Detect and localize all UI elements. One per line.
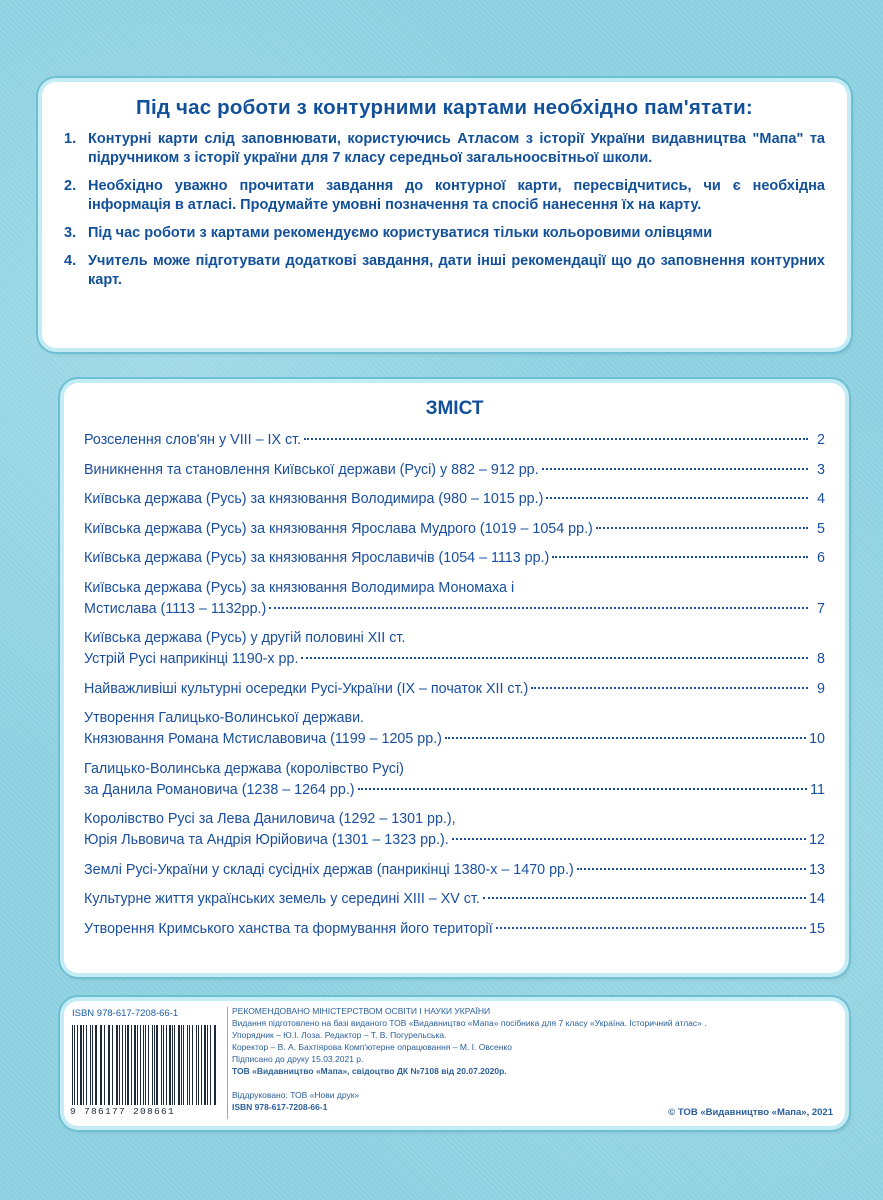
barcode-bar <box>72 1025 73 1105</box>
toc-entry-title: Київська держава (Русь) за князювання Володимира (980 – 1015 рр.) <box>84 491 544 507</box>
imprint-line: ТОВ «Видавництво «Мапа», свідоцтво ДК №7108 від 20.07.2020р. <box>232 1066 507 1076</box>
toc-entry-title: Королівство Русі за Лева Даниловича (1292 – 1301 рр.), <box>84 811 456 827</box>
barcode-bar <box>174 1025 175 1105</box>
barcode-bar <box>90 1025 91 1105</box>
toc-entry-title: Землі Русі-України у складі сусідніх держав (панрикінці 1380-х – 1470 рр.) <box>84 861 574 878</box>
memo-item <box>64 224 825 243</box>
barcode-bar <box>86 1025 87 1105</box>
toc-page-number: 13 <box>809 861 825 878</box>
copyright: © ТОВ «Видавництво «Мапа», 2021 <box>668 1107 833 1118</box>
toc-entry[interactable] <box>84 759 825 801</box>
barcode-bar <box>145 1025 146 1105</box>
toc-page-number: 5 <box>817 520 825 537</box>
toc-entry-title: Київська держава (Русь) за князювання Володимира Мономаха і <box>84 579 515 596</box>
toc-leader-dots <box>546 497 808 499</box>
toc-leader-dots <box>301 657 808 659</box>
memo-list <box>64 130 825 290</box>
barcode-bar <box>154 1025 155 1105</box>
toc-entry[interactable] <box>84 430 825 451</box>
toc-leader-dots <box>358 788 808 790</box>
barcode-bar <box>166 1025 167 1105</box>
toc-page-number: 10 <box>809 731 825 747</box>
memo-panel <box>42 82 847 348</box>
barcode-bar <box>95 1025 97 1105</box>
toc-page-number: 3 <box>817 461 825 478</box>
memo-item-number: 1. <box>64 131 77 147</box>
memo-item-number: 2. <box>64 178 77 194</box>
toc-leader-dots <box>596 527 808 529</box>
barcode-bar <box>83 1025 84 1105</box>
toc-page-number: 15 <box>809 920 825 937</box>
barcode-bar <box>196 1025 197 1105</box>
barcode-bar <box>210 1025 211 1105</box>
barcode-bar <box>201 1025 202 1105</box>
toc-title: ЗМІСТ <box>425 398 484 419</box>
barcode-bar <box>204 1025 206 1105</box>
toc-entry[interactable] <box>84 889 825 910</box>
toc-entry-title: Утворення Кримського ханства та формування його території <box>84 920 493 937</box>
barcode-bar <box>122 1025 123 1105</box>
barcode-bar <box>92 1025 93 1105</box>
toc-page-number: 12 <box>809 832 825 848</box>
barcode-bar <box>152 1025 153 1105</box>
memo-title: Під час роботи з контурними картами необхідно пам'ятати: <box>136 96 753 119</box>
toc-leader-dots <box>483 897 806 899</box>
toc-entry-title: Устрій Русі наприкінці 1190-х рр. <box>84 651 299 667</box>
toc-page-number: 9 <box>817 680 825 697</box>
toc-entry[interactable] <box>84 860 825 881</box>
memo-item-text: Необхідно уважно прочитати завдання до контурної карти, пересвідчитись, чи є необхідна інформація в атласі. Продумайте умовні позначення та спосіб нанесення їх на карту. <box>88 178 825 213</box>
memo-item-text: Учитель може підготувати додаткові завдання, дати інші рекомендації що до заповнення контурних карт. <box>88 253 825 288</box>
barcode-bar <box>104 1025 105 1105</box>
barcode-bar <box>140 1025 141 1105</box>
imprint-line: РЕКОМЕНДОВАНО МІНІСТЕРСТВОМ ОСВІТИ І НАУКИ УКРАЇНИ <box>232 1006 491 1016</box>
toc-leader-dots <box>269 607 808 609</box>
barcode-bar <box>116 1025 118 1105</box>
barcode-bar <box>181 1025 182 1105</box>
toc-entry[interactable] <box>84 919 825 940</box>
barcode-bar <box>192 1025 193 1105</box>
barcode-bar <box>101 1025 102 1105</box>
toc-entry[interactable] <box>84 679 825 700</box>
barcode-bar <box>80 1025 82 1105</box>
toc-entry-title: Юрія Львовича та Андрія Юрійовича (1301 – 1323 рр.). <box>84 832 449 848</box>
barcode-bar <box>119 1025 120 1105</box>
toc-entry-title: Культурне життя українських земель у середині XIII – XV ст. <box>84 891 480 907</box>
barcode-bar <box>143 1025 144 1105</box>
toc-page-number: 2 <box>817 432 825 448</box>
memo-item-text: Контурні карти слід заповнювати, користуючись Атласом з історії України видавництва "Мапа" та підручником з історії україни для 7 класу середньої загальноосвітньої школи. <box>88 131 825 166</box>
imprint-line <box>232 1077 832 1089</box>
barcode-bar <box>198 1025 199 1105</box>
imprint-line: Віддруковано: ТОВ «Нови друк» <box>232 1090 360 1100</box>
barcode-bar <box>215 1025 216 1105</box>
toc-entry-title: Київська держава (Русь) за князювання Ярослава Мудрого (1019 – 1054 рр.) <box>84 520 593 537</box>
imprint-line: ISBN 978-617-7208-66-1 <box>232 1102 328 1112</box>
toc-entry[interactable] <box>84 628 825 670</box>
toc-entry[interactable] <box>84 578 825 620</box>
barcode-bar <box>161 1025 162 1105</box>
barcode-bar <box>137 1025 138 1105</box>
divider <box>227 1007 228 1119</box>
toc-leader-dots <box>542 468 808 470</box>
barcode-bar <box>125 1025 126 1105</box>
imprint-line: Видання підготовлено на базі виданого ТОВ «Видавництво «Мапа» посібника для 7 класу «Україна. Історичний атлас» . <box>232 1018 707 1028</box>
toc-entry-title: Найважливіші культурні осередки Русі-України (IX – початок XII ст.) <box>84 680 529 697</box>
imprint-panel <box>64 1001 845 1126</box>
toc-entry-title: Галицько-Волинська держава (королівство Русі) <box>84 760 404 777</box>
toc-entry[interactable] <box>84 809 825 851</box>
barcode-bar <box>100 1025 101 1105</box>
barcode-bar <box>214 1025 215 1105</box>
barcode-number: 9 786177 208661 <box>70 1106 176 1117</box>
toc-entry-title: Виникнення та становлення Київської держави (Русі) у 882 – 912 рр. <box>84 461 539 478</box>
toc-leader-dots <box>445 737 806 739</box>
barcode-bar <box>178 1025 180 1105</box>
toc-entry[interactable] <box>84 489 825 510</box>
toc-page-number: 7 <box>817 600 825 617</box>
toc-page-number: 4 <box>817 491 825 507</box>
toc-leader-dots <box>577 868 806 870</box>
toc-entry-title: Розселення слов'ян у VIII – IX ст. <box>84 432 302 448</box>
barcode-bar <box>169 1025 170 1105</box>
toc-entry-title: Князювання Романа Мстиславовича (1199 – 1205 рр.) <box>84 731 442 747</box>
memo-item-number: 4. <box>64 253 77 269</box>
barcode-bar <box>112 1025 113 1105</box>
toc-page-number: 14 <box>809 891 825 907</box>
toc-leader-dots <box>531 687 808 689</box>
isbn-label: ISBN 978-617-7208-66-1 <box>72 1008 179 1019</box>
toc-entry-title: за Данила Романовича (1238 – 1264 рр.) <box>84 781 355 798</box>
barcode-bar <box>134 1025 136 1105</box>
barcode-bar <box>74 1025 75 1105</box>
barcode-bar <box>189 1025 190 1105</box>
toc-entry[interactable] <box>84 519 825 540</box>
table-of-contents <box>64 383 845 973</box>
toc-entry-title: Київська держава (Русь) у другій половині XII ст. <box>84 630 406 646</box>
toc-leader-dots <box>496 927 806 929</box>
toc-list <box>84 430 825 940</box>
barcode <box>72 1025 218 1105</box>
imprint-line: Підписано до друку 15.03.2021 р. <box>232 1054 364 1064</box>
barcode-bar <box>108 1025 109 1105</box>
barcode-bar <box>183 1025 184 1105</box>
toc-entry-title: Київська держава (Русь) за князювання Ярославичів (1054 – 1113 рр.) <box>84 550 550 566</box>
imprint-line: Упорядник – Ю.І. Лоза. Редактор – Т. В. Погурельська. <box>232 1030 447 1040</box>
barcode-bar <box>131 1025 132 1105</box>
memo-item-number: 3. <box>64 225 77 241</box>
toc-leader-dots <box>304 438 808 440</box>
toc-page-number: 11 <box>810 781 825 798</box>
memo-item <box>64 130 825 168</box>
toc-leader-dots <box>452 838 806 840</box>
memo-item <box>64 177 825 215</box>
toc-page-number: 6 <box>817 550 825 566</box>
barcode-bar <box>163 1025 164 1105</box>
toc-entry-title: Утворення Галицько-Волинської держави. <box>84 710 365 726</box>
toc-leader-dots <box>552 556 808 558</box>
barcode-bar <box>207 1025 208 1105</box>
barcode-bar <box>77 1025 78 1105</box>
imprint-line: Коректор – В. А. Бахтіярова Комп'ютерне опрацювання – М. І. Овсенко <box>232 1042 512 1052</box>
toc-entry[interactable] <box>84 460 825 481</box>
barcode-bar <box>156 1025 158 1105</box>
memo-item <box>64 252 825 290</box>
toc-entry-title: Мстислава (1113 – 1132рр.) <box>84 600 267 617</box>
barcode-bar <box>187 1025 188 1105</box>
barcode-bar <box>127 1025 128 1105</box>
barcode-bar <box>148 1025 149 1105</box>
toc-entry[interactable] <box>84 548 825 569</box>
barcode-bar <box>109 1025 110 1105</box>
imprint-info <box>232 1005 832 1113</box>
toc-entry[interactable] <box>84 708 825 750</box>
barcode-bar <box>172 1025 173 1105</box>
memo-item-text: Під час роботи з картами рекомендуємо користуватися тільки кольоровими олівцями <box>88 225 713 241</box>
toc-page-number: 8 <box>817 651 825 667</box>
